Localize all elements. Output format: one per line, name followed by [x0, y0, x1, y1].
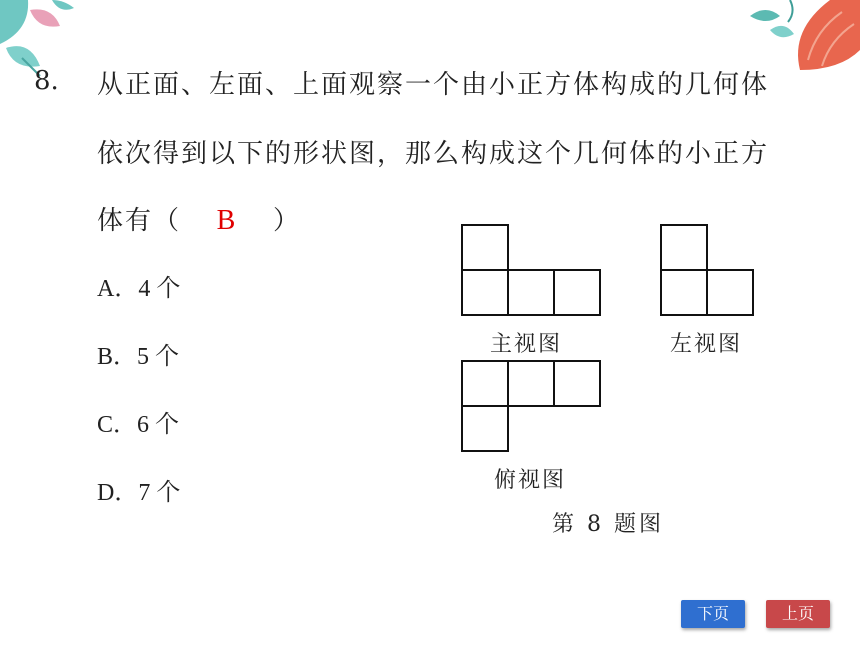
left-view	[661, 225, 753, 315]
front-view-label: 主视图	[490, 332, 563, 357]
figure-caption: 第 8 题图	[552, 512, 664, 537]
question-line-3	[97, 200, 301, 237]
question-line-2: 依次得到以下的形状图，那么构成这个几何体的小正方	[97, 139, 770, 169]
question-number: 8.	[34, 66, 59, 96]
front-view	[462, 225, 600, 315]
next-page-button[interactable]: 下页	[681, 600, 745, 628]
option-a: A．4 个	[97, 276, 181, 302]
corner-decoration-right	[730, 0, 860, 70]
option-d: D．7 个	[97, 480, 181, 506]
question-line-3-prefix: 体有（	[97, 206, 182, 236]
previous-page-button[interactable]: 上页	[766, 600, 830, 628]
question-line-3-suffix: ）	[273, 206, 302, 236]
option-c: C．6 个	[97, 412, 180, 438]
answer-text: B	[216, 205, 238, 236]
question-line-1: 从正面、左面、上面观察一个由小正方体构成的几何体	[97, 70, 770, 100]
option-b: B．5 个	[97, 344, 180, 370]
three-view-figure	[450, 215, 790, 545]
left-view-label: 左视图	[670, 332, 743, 357]
view-drawings	[450, 215, 790, 335]
top-view	[450, 359, 650, 459]
top-view-label: 俯视图	[494, 468, 567, 493]
